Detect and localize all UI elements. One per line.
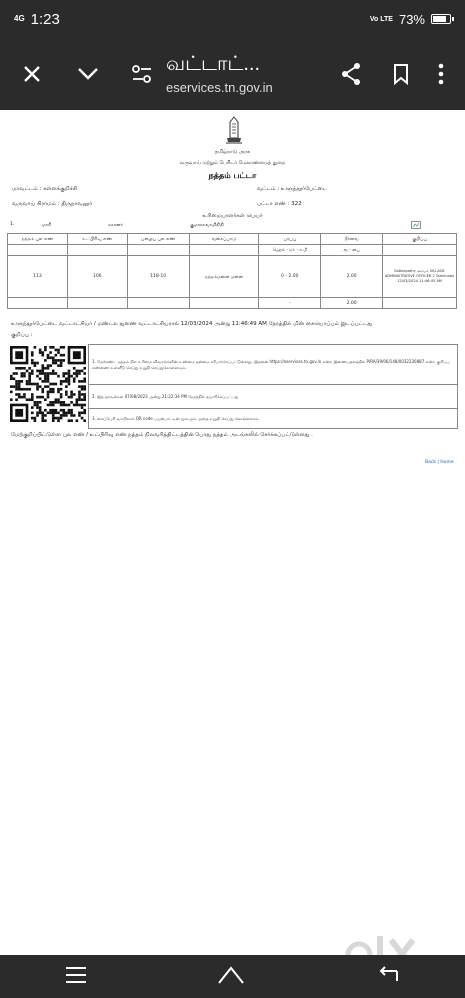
table-header: பரப்பு [259,234,321,245]
volte-indicator: Vo LTE [369,15,393,23]
table-cell [127,298,189,309]
page-title: வட்டாட்... [166,53,261,75]
battery-percent: 73% [398,11,425,27]
table-cell: 2.00 [321,256,383,298]
department-name: வருவாய் மற்றும் பேரிடர் மேலாண்மைத் துறை [179,160,286,166]
district-label: மாவட்டம் : கள்ளக்குறிச்சி [12,186,77,192]
battery-fill [433,16,446,22]
land-table [7,233,457,309]
table-cell [127,245,189,256]
back-home-link[interactable]: Back | Home [425,460,454,465]
patta-number: பட்டா எண் : 322 [257,201,302,207]
share-icon[interactable] [333,56,369,92]
total-value: 2.00 [321,298,383,309]
note-row [89,385,458,409]
table-cell [189,298,259,309]
table-cell: 106 [67,256,127,298]
table-header: நத்தம் புல எண் [8,234,68,245]
table-header: பழைய புல எண் [127,234,189,245]
battery-icon [431,14,451,24]
table-cell: 118-10 [127,256,189,298]
clock: 1:23 [30,10,60,28]
e-sign-statement: உளுந்தூர்பேட்டை வட்டாட்சியர் / மண்டல துணை வட்டாட்சியரால் 12/03/2024 அன்று 11:46:49 AM நேரத்தில் மின் கையொப்பம் இடப்பட்டது [11,321,373,327]
chevron-down-icon[interactable] [70,56,106,92]
table-cell [8,245,68,256]
table-cell: 0 - 2.00 [259,256,321,298]
note-item: 2. இத் தகவல்கள் 07/08/2023 அன்று 21:22:34 PM நேரத்தில் தயாரிக்கப்பட்டது [89,385,458,409]
note-row [89,409,458,429]
table-header: தீர்வை [321,234,383,245]
note-row [89,345,458,385]
menu-icon[interactable] [64,966,88,988]
broken-image-icon [411,221,421,229]
customize-icon[interactable] [124,56,160,92]
table-cell [67,245,127,256]
table-subheader-row [8,245,457,256]
table-subheader: ரூ - பை [321,245,383,256]
village-label: வருவாய் கிராமம் : திருநாவலூர் [12,201,93,207]
table-header: குறிப்பு [383,234,457,245]
table-row [8,256,457,298]
document-view[interactable] [0,110,465,955]
status-bar [0,0,465,38]
table-cell [67,298,127,309]
taluk-label: வட்டம் : உளுந்தூர்பேட்டை [257,186,328,192]
back-icon[interactable] [375,965,401,989]
table-total-row [8,298,457,309]
table-cell [189,245,259,256]
close-icon[interactable] [14,56,50,92]
home-icon[interactable] [216,965,246,989]
owner-index: 1. [10,222,15,227]
network-indicator: 4G [14,14,25,23]
owner-name: மாரி [42,223,52,228]
page-title-area[interactable] [160,53,333,95]
bookmark-icon[interactable] [383,56,419,92]
owner-relation: சுகானர் [108,223,123,228]
footer-note: மேற்குறிப்பிட்டுள்ள புல எண் / உட்பிரிவு எண் நத்தம் நிலவரித்திட்டத்தின் போது நத்தம் அடங்கலில் சேர்க்கப்பட்டுள்ளது . [11,432,313,438]
table-cell: நத்தம்மனை மனை [189,256,259,298]
table-cell [383,245,457,256]
note-item: 1. மேற்கண்ட நத்தம் நில உரிமை விவரங்களின் உண்மை தன்மை சரிபார்க்கப்பட்டுள்ளது. இதனை https://eservices.tn.gov.in என்ற இணையதளத்தில் P/RA/39/06/148/0032230887 என்ற குறிப்பு எண்ணை உள்ளீடு செய்து உறுதி செய்துகொள்ளவும். [89,345,458,385]
owner-father-name: குமாரசுவாமிநிதி [190,223,224,228]
system-nav-bar [0,955,465,998]
owners-heading: உரிமையாளர்கள் பெயர் [202,213,263,219]
notes-table [88,344,458,429]
table-header: வகைப்பாடு [189,234,259,245]
signature-cell: Sabhapathy அம்மா VILLAGE ADMINISTRATIVE OFFICER 2 Tamilnadu 12/03/2024 11:46:45 AM [383,256,457,298]
total-dash: - [259,298,321,309]
document-title: நத்தம் பட்டா [208,171,257,180]
note-heading: குறிப்பு : [11,332,33,338]
status-right [370,12,451,27]
status-left [14,11,60,28]
table-cell [383,298,457,309]
table-header: உட்பிரிவு எண் [67,234,127,245]
table-cell [8,298,68,309]
page-url: eservices.tn.gov.in [166,80,273,95]
table-subheader: ஹெக் - ஏர் - ச.மீ [259,245,321,256]
table-cell: 113 [8,256,68,298]
more-vert-icon[interactable] [431,56,451,92]
table-header-row [8,234,457,245]
govt-name: தமிழ்நாடு அரசு [214,149,251,155]
tn-emblem-icon [222,116,246,146]
browser-toolbar [0,38,465,110]
qr-code [10,346,86,422]
note-item: 3. கைப்பேசி வாயிலாக QR code பயன்பாட்டின் மூலமும் அதை உறுதி செய்து கொள்ளலாம். [89,409,458,429]
